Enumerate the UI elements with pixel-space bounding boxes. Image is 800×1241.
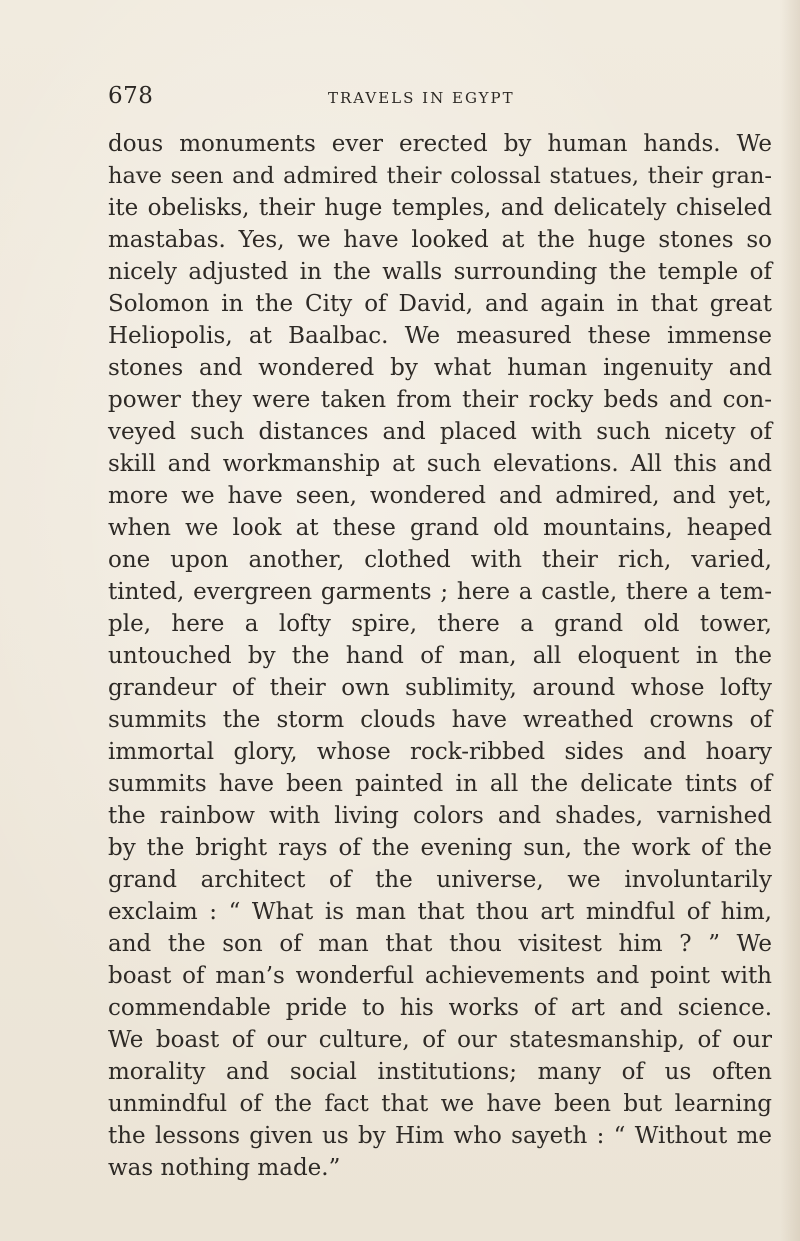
- text-line: power they were taken from their rocky beds and con-: [108, 387, 772, 413]
- text-line: and the son of man that thou visitest him ? ” We: [108, 931, 772, 957]
- text-line: Solomon in the City of David, and again in that great: [108, 291, 772, 317]
- text-line: unmindful of the fact that we have been but learning: [108, 1091, 772, 1117]
- running-head: TRAVELS IN EGYPT: [328, 89, 515, 107]
- text-line: ple, here a lofty spire, there a grand old tower,: [108, 611, 772, 637]
- text-line: exclaim : “ What is man that thou art mindful of him,: [108, 899, 772, 925]
- text-line: stones and wondered by what human ingenuity and: [108, 355, 772, 381]
- text-line: morality and social institutions; many of us often: [108, 1059, 772, 1085]
- text-line: have seen and admired their colossal statues, their gran-: [108, 163, 772, 189]
- text-line: grand architect of the universe, we involuntarily: [108, 867, 772, 893]
- text-line: nicely adjusted in the walls surrounding the temple of: [108, 259, 772, 285]
- body-text: [108, 128, 772, 1184]
- text-line: boast of man’s wonderful achievements and point with: [108, 963, 772, 989]
- text-line: more we have seen, wondered and admired, and yet,: [108, 483, 772, 509]
- text-line: commendable pride to his works of art and science.: [108, 995, 772, 1021]
- page-edge-shadow: [780, 0, 800, 1241]
- text-line: tinted, evergreen garments ; here a castle, there a tem-: [108, 579, 772, 605]
- text-line: when we look at these grand old mountains, heaped: [108, 515, 772, 541]
- text-line: the lessons given us by Him who sayeth : “ Without me: [108, 1123, 772, 1149]
- text-line: ite obelisks, their huge temples, and delicately chiseled: [108, 195, 772, 221]
- text-line: mastabas. Yes, we have looked at the huge stones so: [108, 227, 772, 253]
- text-line: Heliopolis, at Baalbac. We measured these immense: [108, 323, 772, 349]
- text-line: veyed such distances and placed with such nicety of: [108, 419, 772, 445]
- text-line: summits have been painted in all the delicate tints of: [108, 771, 772, 797]
- text-line: the rainbow with living colors and shades, varnished: [108, 803, 772, 829]
- text-line: untouched by the hand of man, all eloquent in the: [108, 643, 772, 669]
- text-line: We boast of our culture, of our statesmanship, of our: [108, 1027, 772, 1053]
- text-line: was nothing made.”: [108, 1155, 341, 1181]
- text-line: immortal glory, whose rock-ribbed sides and hoary: [108, 739, 772, 765]
- text-line: dous monuments ever erected by human hands. We: [108, 131, 772, 157]
- text-line: grandeur of their own sublimity, around whose lofty: [108, 675, 772, 701]
- text-line: skill and workmanship at such elevations. All this and: [108, 451, 772, 477]
- text-line: one upon another, clothed with their rich, varied,: [108, 547, 772, 573]
- text-line: by the bright rays of the evening sun, the work of the: [108, 835, 772, 861]
- text-line: summits the storm clouds have wreathed crowns of: [108, 707, 772, 733]
- page-header: [108, 83, 748, 113]
- page-number: 678: [108, 83, 154, 109]
